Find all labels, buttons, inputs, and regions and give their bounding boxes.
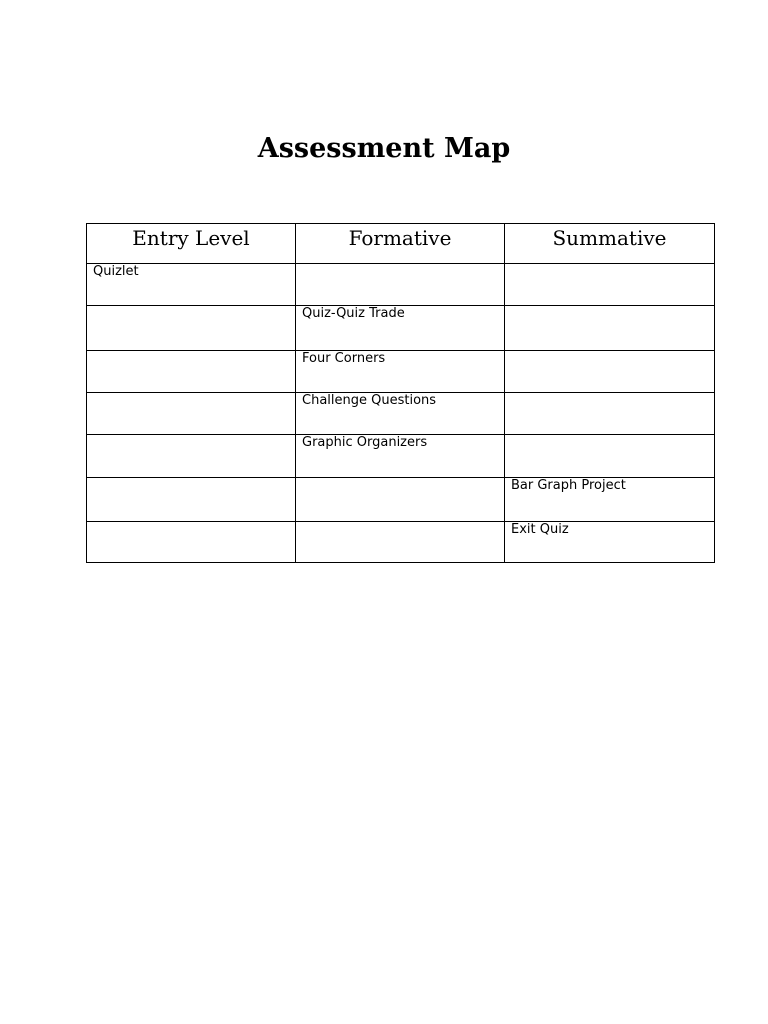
table-cell (505, 435, 715, 478)
header-entry-level: Entry Level (87, 224, 296, 264)
page-title: Assessment Map (257, 133, 511, 164)
table-cell (505, 264, 715, 306)
table-cell (505, 393, 715, 435)
table-cell (87, 306, 296, 351)
header-summative: Summative (505, 224, 715, 264)
table-cell: Four Corners (296, 351, 505, 393)
table-row (87, 351, 715, 393)
table-cell (87, 393, 296, 435)
table-cell (87, 522, 296, 563)
table-row (87, 522, 715, 563)
table-cell (87, 435, 296, 478)
table-row (87, 435, 715, 478)
table-cell: Graphic Organizers (296, 435, 505, 478)
assessment-table (86, 223, 715, 563)
table-cell: Challenge Questions (296, 393, 505, 435)
table-cell (87, 478, 296, 522)
header-formative: Formative (296, 224, 505, 264)
table-cell (296, 522, 505, 563)
table-row (87, 478, 715, 522)
table-cell: Quizlet (87, 264, 296, 306)
table-cell (87, 351, 296, 393)
table-row (87, 264, 715, 306)
table-cell (296, 264, 505, 306)
table-row (87, 306, 715, 351)
table-cell (296, 478, 505, 522)
header-row (87, 224, 715, 264)
table-cell: Quiz-Quiz Trade (296, 306, 505, 351)
table-cell: Exit Quiz (505, 522, 715, 563)
table-row (87, 393, 715, 435)
table-cell (505, 351, 715, 393)
table-cell (505, 306, 715, 351)
table-cell: Bar Graph Project (505, 478, 715, 522)
